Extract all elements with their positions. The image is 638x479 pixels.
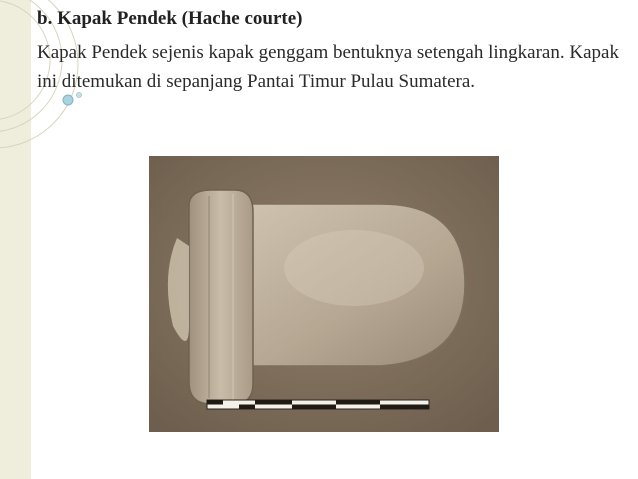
measuring-scale [207, 400, 429, 409]
slide-title: b. Kapak Pendek (Hache courte) [37, 8, 303, 29]
decoration-bubble [63, 95, 73, 105]
axe-butt [189, 190, 253, 404]
stone-axe-photo [149, 156, 499, 432]
slide-paragraph: Kapak Pendek sejenis kapak genggam bentuknya setengah lingkaran. Kapak ini ditemukan di sepanjang Pantai Timur Pulau Sumatera. [37, 42, 619, 92]
